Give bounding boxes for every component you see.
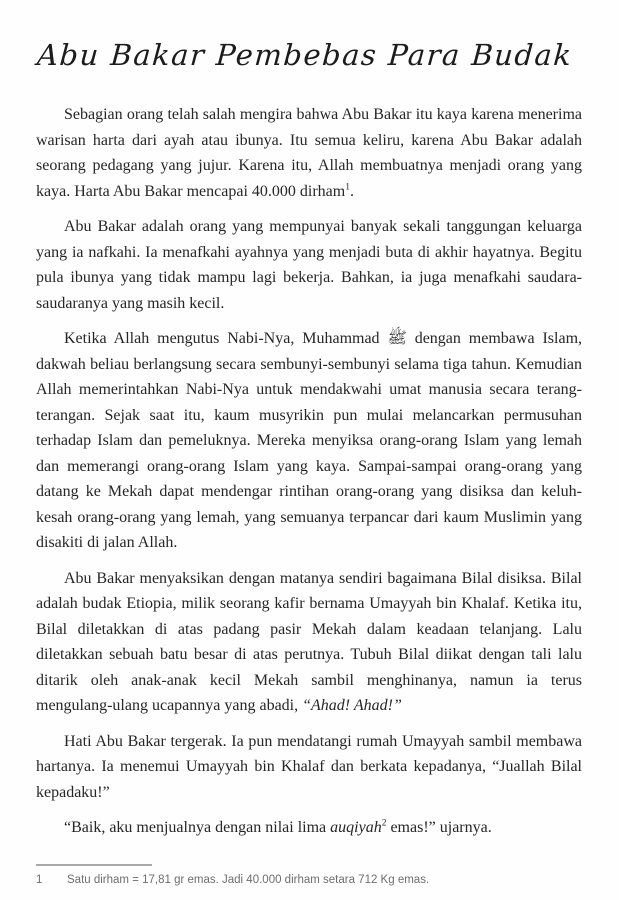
footnote xyxy=(36,864,582,888)
paragraph-text: Hati Abu Bakar tergerak. Ia pun mendatangi rumah Umayyah sambil membawa hartanya. Ia menemui Umayyah bin Khalaf dan berkata kepadanya, “Juallah Bilal kepadaku!” xyxy=(36,732,582,801)
footnote-line xyxy=(36,873,582,888)
paragraph-text: auqiyah xyxy=(330,819,382,836)
footnote-divider xyxy=(36,864,152,866)
footnote-number: 1 xyxy=(36,874,43,886)
paragraph-text: Abu Bakar menyaksikan dengan matanya sendiri bagaimana Bilal disiksa. Bilal adalah budak Etiopia, milik seorang kafir bernama Umayyah bin Khalaf. Ketika itu, Bilal diletakkan di atas padang pasir Mekah dalam keadaan telanjang. Lalu diletakkan sebuah batu besar di atas perutnya. Tubuh Bilal diikat dengan tali lalu ditarik oleh anak-anak kecil Mekah sambil menghinanya, namun ia terus mengulang-ulang ucapannya yang abadi, xyxy=(36,569,582,714)
footnote-text: Satu dirham = 17,81 gr emas. Jadi 40.000 dirham setara 712 Kg emas. xyxy=(67,874,430,886)
paragraph-text: Ketika Allah mengutus Nabi-Nya, Muhammad ﷺ dengan membawa Islam, dakwah beliau berlangsung secara sembunyi-sembunyi selama tiga tahun. Kemudian Allah memerintahkan Nabi-Nya untuk mendakwahi umat manusia secara terang-terangan. Sejak saat itu, kaum musyrikin pun mulai melancarkan permusuhan terhadap Islam dan pemeluknya. Mereka menyiksa orang-orang Islam yang lemah dan memerangi orang-orang Islam yang kaya. Sampai-sampai orang-orang yang datang ke Mekah dapat mendengar rintihan orang-orang yang disiksa dan keluh-kesah orang-orang yang lemah, yang semuanya terpancar dari kaum Muslimin yang disakiti di jalan Allah. xyxy=(36,330,583,551)
paragraph-text: Abu Bakar adalah orang yang mempunyai banyak sekali tanggungan keluarga yang ia nafkahi. Ia menafkahi ayahnya yang menjadi buta di akhir hayatnya. Begitu pula ibunya yang tidak mampu lagi bekerja. Bahkan, ia juga menafkahi saudara-saudaranya yang masih kecil. xyxy=(36,218,582,312)
paragraphs xyxy=(36,102,582,841)
paragraph-text: “Baik, aku menjualnya dengan nilai lima xyxy=(64,819,331,836)
paragraph xyxy=(36,815,582,841)
paragraph xyxy=(36,326,582,556)
page-title: Abu Bakar Pembebas Para Budak xyxy=(36,38,574,72)
paragraph xyxy=(36,566,582,719)
footnote-ref: 2 xyxy=(381,818,387,829)
paragraph-text: Sebagian orang telah salah mengira bahwa Abu Bakar itu kaya karena menerima warisan harta dari ayah atau ibunya. Itu semua keliru, karena Abu Bakar adalah seorang pedagang yang jujur. Karena itu, Allah membuatnya menjadi orang yang kaya. Harta Abu Bakar mencapai 40.000 dirham xyxy=(36,106,582,200)
paragraph xyxy=(36,102,582,204)
paragraph-text: . xyxy=(349,182,354,200)
paragraph xyxy=(36,214,582,316)
footnote-ref: 1 xyxy=(345,182,350,193)
paragraph-text: emas!” ujarnya. xyxy=(386,819,492,836)
paragraph-text: “Ahad! Ahad!” xyxy=(302,697,402,714)
paragraph xyxy=(36,729,582,806)
